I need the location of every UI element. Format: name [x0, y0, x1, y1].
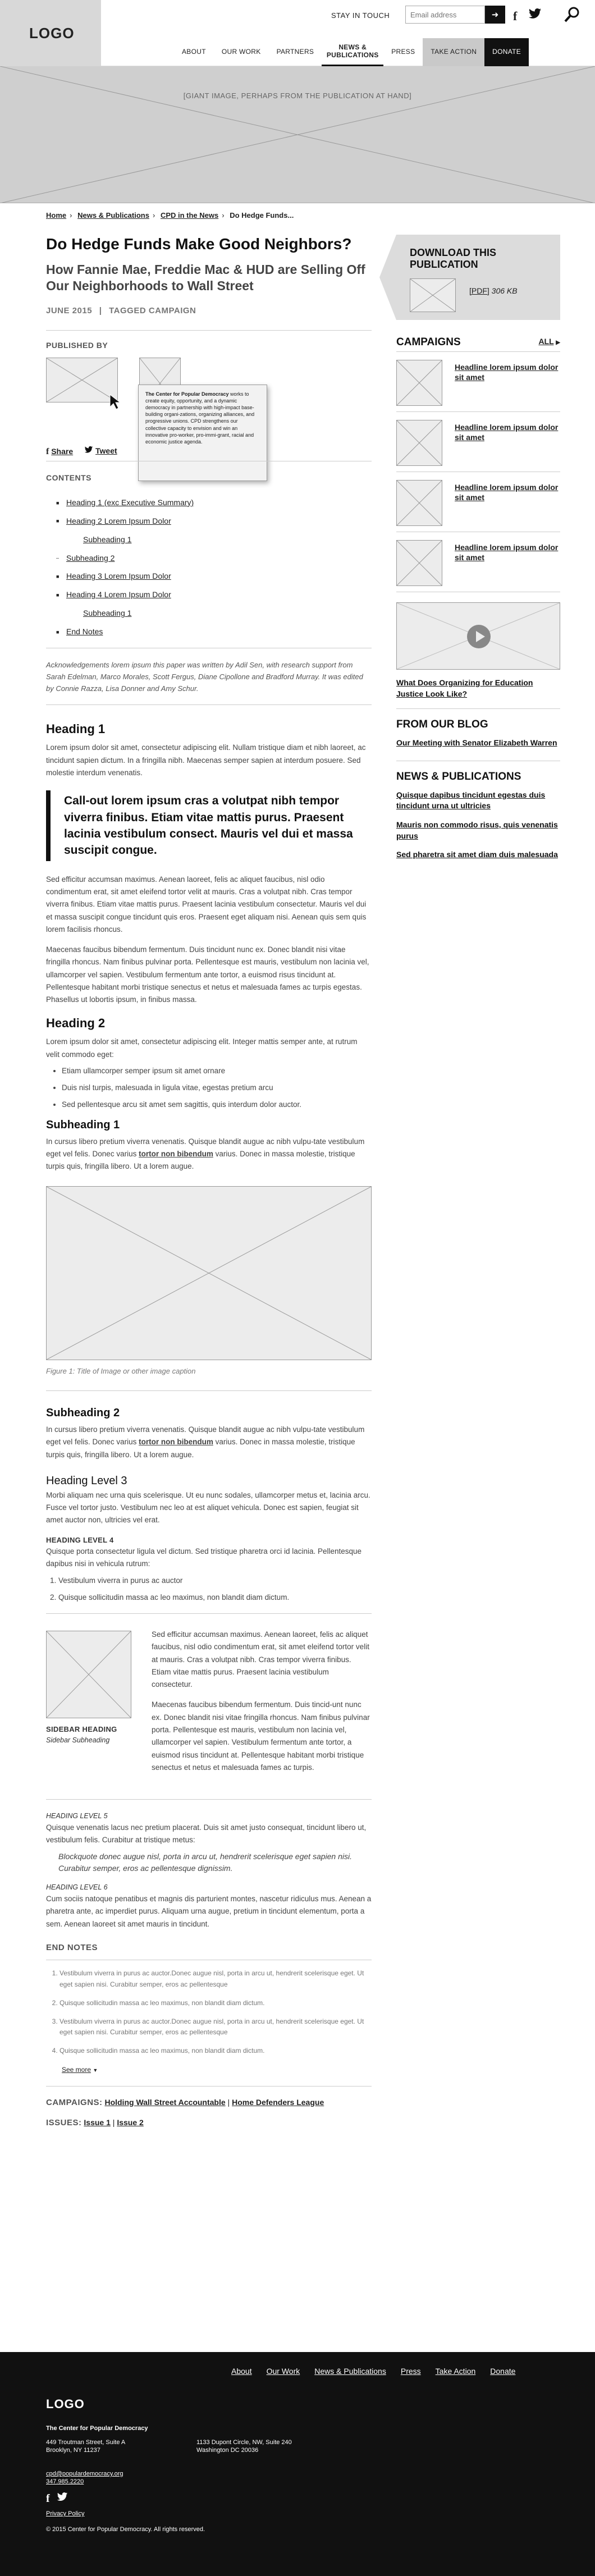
breadcrumb-news[interactable]: News & Publications	[77, 211, 149, 219]
toc-item[interactable]	[46, 512, 372, 530]
end-notes-heading: END NOTES	[46, 1942, 98, 1952]
footer-nav-press[interactable]: Press	[400, 2367, 421, 2376]
issue-tag-link[interactable]: Issue 2	[117, 2118, 144, 2127]
page-title: Do Hedge Funds Make Good Neighbors?	[46, 235, 352, 253]
toc-bullet: ■	[56, 629, 60, 635]
pdf-download-link[interactable]: [PDF] 306 KB	[469, 286, 518, 295]
nav-news-publications[interactable]: NEWS & PUBLICATIONS	[322, 38, 383, 66]
toc-label: Heading 4 Lorem Ipsum Dolor	[66, 590, 171, 600]
toc-label: Heading 1 (exc Executive Summary)	[66, 497, 194, 507]
campaign-tag-link[interactable]: Holding Wall Street Accountable	[104, 2097, 226, 2107]
sidebar-subheading: Sidebar Subheading	[46, 1736, 110, 1745]
toc-bullet: ■	[56, 518, 60, 524]
email-signup-input[interactable]	[405, 6, 485, 24]
campaign-thumb	[396, 360, 442, 406]
paragraph: Lorem ipsum dolor sit amet, consectetur adipiscing elit. Integer mattis semper ante, at rutrum velit commodo eget:	[46, 1037, 358, 1059]
contents-heading: CONTENTS	[46, 473, 91, 482]
video-player[interactable]	[396, 602, 560, 670]
toc-bullet: ■	[56, 500, 60, 506]
sidebar-heading: SIDEBAR HEADING	[46, 1725, 117, 1734]
twitter-icon	[84, 446, 93, 454]
figure-image	[46, 1186, 372, 1360]
paragraph: Cum sociis natoque penatibus et magnis dis parturient montes, nascetur ridiculus mus. Aenean a pharetra ante, ac imperdiet purus. Aliquam urna augue, pretium in tincidunt elementum, porta a sem. Aenean laoreet sit amet mauris in tincidunt.	[46, 1895, 372, 1928]
campaigns-all-link[interactable]: ALL ▶	[538, 337, 560, 346]
play-icon[interactable]	[466, 624, 491, 649]
news-link[interactable]: Quisque dapibus tincidunt egestas duis tincidunt urna ut ultricies	[396, 790, 546, 811]
toc-label: Subheading 1	[83, 534, 132, 544]
video-caption-link[interactable]: What Does Organizing for Education Justice Look Like?	[396, 678, 533, 698]
nav-donate[interactable]: DONATE	[484, 38, 529, 66]
footer-address-2: 1133 Dupont Circle, NW, Suite 240 Washington DC 20036	[196, 2439, 292, 2454]
footer-org-name: The Center for Popular Democracy	[46, 2425, 148, 2432]
paragraph: In cursus libero pretium viverra venenatis. Quisque blandit augue ac nibh vulpu-tate vestibulum eget vel felis. Donec varius tortor non bibendum varius. Donec in massa molestie, tristique turpis quis, fringilla libero. Ut a lorem augue.	[46, 1425, 365, 1459]
campaign-item[interactable]: Headline lorem ipsum dolor sit amet	[396, 532, 560, 592]
privacy-policy-link[interactable]: Privacy Policy	[46, 2510, 85, 2517]
footer-address-1: 449 Troutman Street, Suite A Brooklyn, NY 11237	[46, 2439, 126, 2454]
list-item: • Sed pellentesque arcu sit amet sem sagittis, quis interdum dolor auctor.	[62, 1099, 372, 1110]
numbered-list	[46, 1575, 372, 1604]
meta-divider: |	[99, 306, 102, 316]
paragraph: Sed efficitur accumsan maximus. Aenean laoreet, felis ac aliquet faucibus, nisl odio condimentum erat, sit amet eleifend tortor velit at mauris. Cras a volutpat nibh. Cras tempor viverra finibus. Etiam vitae mattis purus. Praesent lacinia vestibulum consectetur. Mauris vel dui et massa suscipit congue tincidunt quis eros. Praesent eget aliquam nisi. Aenean quis sem quis lorem facilisis rhoncus.	[46, 875, 367, 934]
footer-social	[46, 2490, 68, 2507]
toc-item[interactable]	[46, 567, 372, 585]
toc-item[interactable]	[46, 623, 372, 641]
toc-item[interactable]	[46, 604, 372, 623]
list-item: 2. Quisque sollicitudin massa ac leo maximus, non blandit diam dictum.	[58, 1592, 372, 1603]
toc-label: Heading 3 Lorem Ipsum Dolor	[66, 571, 171, 581]
subheading-2: Subheading 2	[46, 1406, 120, 1419]
tagged-campaign-link[interactable]: TAGGED CAMPAIGN	[109, 306, 196, 316]
end-notes-list	[46, 1968, 372, 2056]
site-logo[interactable]: LOGO	[0, 0, 101, 66]
footer-logo[interactable]: LOGO	[46, 2397, 85, 2411]
list-item: • Etiam ullamcorper semper ipsum sit amet ornare	[62, 1065, 372, 1077]
table-of-contents	[46, 493, 372, 641]
campaign-thumb	[396, 420, 442, 466]
campaigns-heading: CAMPAIGNS	[396, 336, 461, 348]
issue-tags: ISSUES: Issue 1 | Issue 2	[46, 2118, 144, 2128]
end-note: 4. Quisque sollicitudin massa ac leo maximus, non blandit diam dictum.	[60, 2046, 372, 2056]
toc-bullet: ■	[56, 574, 60, 580]
share-button[interactable]: f Share	[46, 446, 74, 456]
download-box-arrow	[379, 235, 396, 320]
news-heading: NEWS & PUBLICATIONS	[396, 771, 521, 783]
campaign-item[interactable]: Headline lorem ipsum dolor sit amet	[396, 412, 560, 472]
footer-email-link[interactable]: cpd@populardemocracy.org	[46, 2470, 123, 2477]
campaign-tag-link[interactable]: Home Defenders League	[232, 2097, 324, 2107]
download-heading: DOWNLOAD THIS PUBLICATION	[410, 247, 496, 270]
caret-down-icon: ▼	[93, 2067, 98, 2073]
breadcrumb-home[interactable]: Home	[46, 211, 67, 219]
breadcrumb: Home › News & Publications › CPD in the News › Do Hedge Funds...	[46, 211, 294, 219]
footer-nav-about[interactable]: About	[231, 2367, 252, 2376]
footer-nav-news[interactable]: News & Publications	[314, 2367, 386, 2376]
blog-link[interactable]: Our Meeting with Senator Elizabeth Warren	[396, 738, 557, 747]
nav-press[interactable]: PRESS	[391, 48, 415, 56]
heading-level-5: HEADING LEVEL 5	[46, 1812, 108, 1820]
callout: Call-out lorem ipsum cras a volutpat nibh tempor viverra finibus. Etiam vitae mattis purus. Praesent lacinia vestibulum consect. Mauris vel dui et massa suscipit congue.	[46, 790, 372, 861]
tooltip-title: The Center for Popular Democracy	[145, 391, 229, 397]
footer-contact	[46, 2470, 123, 2486]
footer-nav-donate[interactable]: Donate	[490, 2367, 516, 2376]
article-sidebar-box	[46, 1614, 372, 1799]
campaigns-heading-row	[396, 335, 560, 347]
see-more-link[interactable]: See more ▼	[62, 2065, 98, 2074]
campaign-item[interactable]: Headline lorem ipsum dolor sit amet	[396, 352, 560, 411]
news-link[interactable]: Sed pharetra sit amet diam duis malesuada	[396, 850, 558, 859]
heading-1: Heading 1	[46, 722, 106, 736]
breadcrumb-cpd-news[interactable]: CPD in the News	[160, 211, 219, 219]
list-item: 1. Vestibulum viverra in purus ac auctor	[58, 1575, 372, 1586]
end-note: 3. Vestibulum viverra in purus ac auctor.Donec augue nisl, porta in arcu ut, hendrerit scelerisque eget. Ut eget sapien nisi. Curabitur semper, eros ac pellentesque	[60, 2016, 372, 2038]
article-meta	[46, 305, 372, 318]
tooltip-text: works to create equity, opportunity, and a dynamic democracy in partnership with high-impact base-building organi-zations, organizing alliances, and progressive unions. CPD strengthens our collective capacity to envision and win an innovative pro-worker, pro-immi-grant, racial and economic justice agenda.	[145, 391, 255, 445]
published-by-heading: PUBLISHED BY	[46, 340, 108, 350]
heading-level-6: HEADING LEVEL 6	[46, 1883, 108, 1892]
facebook-icon[interactable]: f	[513, 9, 518, 23]
bullet-list	[46, 1065, 372, 1111]
site-footer	[0, 2352, 595, 2576]
sidebar-image	[46, 1631, 131, 1718]
figure-caption: Figure 1: Title of Image or other image caption	[46, 1367, 196, 1376]
published-by-section	[46, 331, 372, 499]
site-header	[0, 0, 595, 66]
twitter-icon[interactable]	[57, 2492, 68, 2502]
twitter-icon[interactable]	[528, 8, 542, 20]
chevron-right-icon: ▶	[556, 340, 560, 346]
main-nav	[174, 38, 529, 66]
paragraph: Sed efficitur accumsan maximus. Aenean laoreet, felis ac aliquet faucibus, nisl odio condimentum erat, sit amet eleifend tortor velit at mauris. Cras a volutpat nibh. Cras tempor viverra finibus. Etiam vitae mattis purus. Praesent lacinia vestibulum consectetur.	[152, 1630, 369, 1689]
blockquote: Blockquote donec augue nisl, porta in arcu ut, hendrerit scelerisque eget sapien nisi. Curabitur semper, eros ac pellentesque dignissim.	[58, 1852, 352, 1873]
heading-2: Heading 2	[46, 1016, 106, 1031]
placeholder-cross-icon	[0, 66, 595, 203]
hero-label: [GIANT IMAGE, PERHAPS FROM THE PUBLICATION AT HAND]	[183, 91, 412, 100]
tweet-button[interactable]: Tweet	[84, 445, 117, 459]
hero-image-placeholder	[0, 66, 595, 203]
paragraph: In cursus libero pretium viverra venenatis. Quisque blandit augue ac nibh vulpu-tate vestibulum eget vel felis. Donec varius tortor non bibendum varius. Donec in massa molestie, tristique turpis quis, fringilla libero. Ut a lorem augue.	[46, 1137, 365, 1171]
inline-link[interactable]: tortor non bibendum	[139, 1438, 213, 1447]
blog-heading: FROM OUR BLOG	[396, 719, 488, 731]
subheading-1: Subheading 1	[46, 1118, 120, 1131]
nav-our-work[interactable]: OUR WORK	[221, 48, 261, 56]
list-item: • Duis nisl turpis, malesuada in ligula vitae, egestas pretium arcu	[62, 1082, 372, 1093]
campaign-tags: CAMPAIGNS: Holding Wall Street Accountable | Home Defenders League	[46, 2097, 324, 2107]
search-icon[interactable]	[564, 6, 582, 24]
toc-item[interactable]	[46, 549, 372, 568]
footer-nav-take-action[interactable]: Take Action	[435, 2367, 476, 2376]
toc-label: Heading 2 Lorem Ipsum Dolor	[66, 516, 171, 525]
facebook-icon[interactable]: f	[46, 2492, 50, 2505]
acknowledgements: Acknowledgements lorem ipsum this paper was written by Adil Sen, with research support from Sarah Edelman, Marco Morales, Scott Fergus, Diane Cipollone and Bradford Murray. It was edited by Connie Razza, Lisa Donner and Amy Schur.	[46, 661, 363, 693]
toc-label: Subheading 2	[66, 553, 115, 562]
share-bar	[46, 445, 117, 459]
article-date: JUNE 2015	[46, 306, 93, 316]
paragraph: Maecenas faucibus bibendum fermentum. Duis tincidunt nunc ex. Donec blandit nisi vitae fringilla rhoncus. Nam finibus pulvinar porta. Pellentesque est mauris, vestibulum non lacinia vel, ullamcorper vel sapien. Vestibulum fermentum ante tortor, a euismod risus tincidunt at. Pellentesque habitant morbi tristique senectus et netus et malesuada fames ac turpis egestas. Phasellus ut lobortis ipsum, in finibus massa.	[46, 945, 369, 1004]
campaign-list	[396, 352, 560, 592]
footer-nav-our-work[interactable]: Our Work	[266, 2367, 300, 2376]
breadcrumb-current: Do Hedge Funds...	[230, 211, 294, 219]
campaign-item[interactable]: Headline lorem ipsum dolor sit amet	[396, 472, 560, 532]
toc-item[interactable]	[46, 530, 372, 549]
paragraph: Quisque porta consectetur ligula vel dictum. Sed tristique pharetra orci id lacinia. Pellentesque dapibus nisi in vehicula rutrum:	[46, 1547, 362, 1568]
paragraph: Morbi aliquam nec urna quis scelerisque. Ut eu nunc sodales, ullamcorper metus et, lacinia arcu. Fusce vel tortor justo. Vestibulum nec leo at est aliquet vehicula. Donec est sapien, feugiat sit amet auctor non, ultricies vel erat.	[46, 1490, 370, 1525]
end-note: 1. Vestibulum viverra in purus ac auctor.Donec augue nisl, porta in arcu ut, hendrerit scelerisque eget. Ut eget sapien nisi. Curabitur semper, eros ac pellentesque	[60, 1968, 372, 1989]
paragraph: Quisque venenatis lacus nec pretium placerat. Duis sit amet justo consequat, tincidunt libero ut, vestibulum felis. Curabitur at tristique metus:	[46, 1823, 367, 1845]
download-publication-box	[396, 235, 560, 320]
issue-tag-link[interactable]: Issue 1	[84, 2118, 111, 2127]
footer-phone: 347.985.2220	[46, 2478, 84, 2486]
facebook-icon: f	[46, 446, 49, 456]
stay-in-touch-label: STAY IN TOUCH	[331, 11, 390, 20]
nav-partners[interactable]: PARTNERS	[276, 48, 314, 56]
cursor-icon	[109, 394, 126, 410]
campaign-thumb	[396, 480, 442, 526]
heading-level-3: Heading Level 3	[46, 1474, 127, 1487]
publication-thumbnail[interactable]	[410, 278, 456, 312]
news-link[interactable]: Mauris non commodo risus, quis venenatis purus	[396, 820, 558, 840]
footer-nav	[231, 2365, 515, 2377]
publisher-logo-1[interactable]	[46, 358, 118, 402]
page-subtitle: How Fannie Mae, Freddie Mac & HUD are Selling Off Our Neighborhoods to Wall Street	[46, 262, 365, 294]
toc-bullet: ■	[56, 592, 60, 598]
toc-bullet: –	[56, 555, 60, 561]
end-note: 2. Quisque sollicitudin massa ac leo maximus, non blandit diam dictum.	[60, 1998, 372, 2008]
arrow-right-icon: ➜	[491, 10, 499, 20]
campaign-thumb	[396, 540, 442, 586]
publisher-tooltip	[138, 385, 267, 481]
paragraph: Lorem ipsum dolor sit amet, consectetur adipiscing elit. Nullam tristique diam et nibh laoreet, ac tincidunt sapien dictum. In a fringilla nibh. Maecenas semper sapien at interdum posuere. Sed molestie interdum venenatis.	[46, 743, 366, 777]
paragraph: Maecenas faucibus bibendum fermentum. Duis tincid-unt nunc ex. Donec blandit nisi vitae fringilla rhoncus. Nam finibus pulvinar porta. Pellentesque est mauris, vestibulum non lacinia vel, ullamcorper vel sapien. Vestibulum fermentum ante tortor, a euismod risus tincidunt at. Pellentesque habitant morbi tristique senectus et netus et malesuada fames ac turpis.	[152, 1700, 370, 1772]
toc-item[interactable]	[46, 585, 372, 604]
copyright: © 2015 Center for Popular Democracy. All rights reserved.	[46, 2526, 205, 2533]
toc-label: Subheading 1	[83, 608, 132, 618]
email-submit-button[interactable]	[485, 6, 505, 24]
heading-level-4: HEADING LEVEL 4	[46, 1535, 114, 1544]
nav-about[interactable]: ABOUT	[182, 48, 206, 56]
inline-link[interactable]: tortor non bibendum	[139, 1149, 213, 1158]
toc-label: End Notes	[66, 627, 103, 637]
nav-take-action[interactable]: TAKE ACTION	[423, 38, 484, 66]
